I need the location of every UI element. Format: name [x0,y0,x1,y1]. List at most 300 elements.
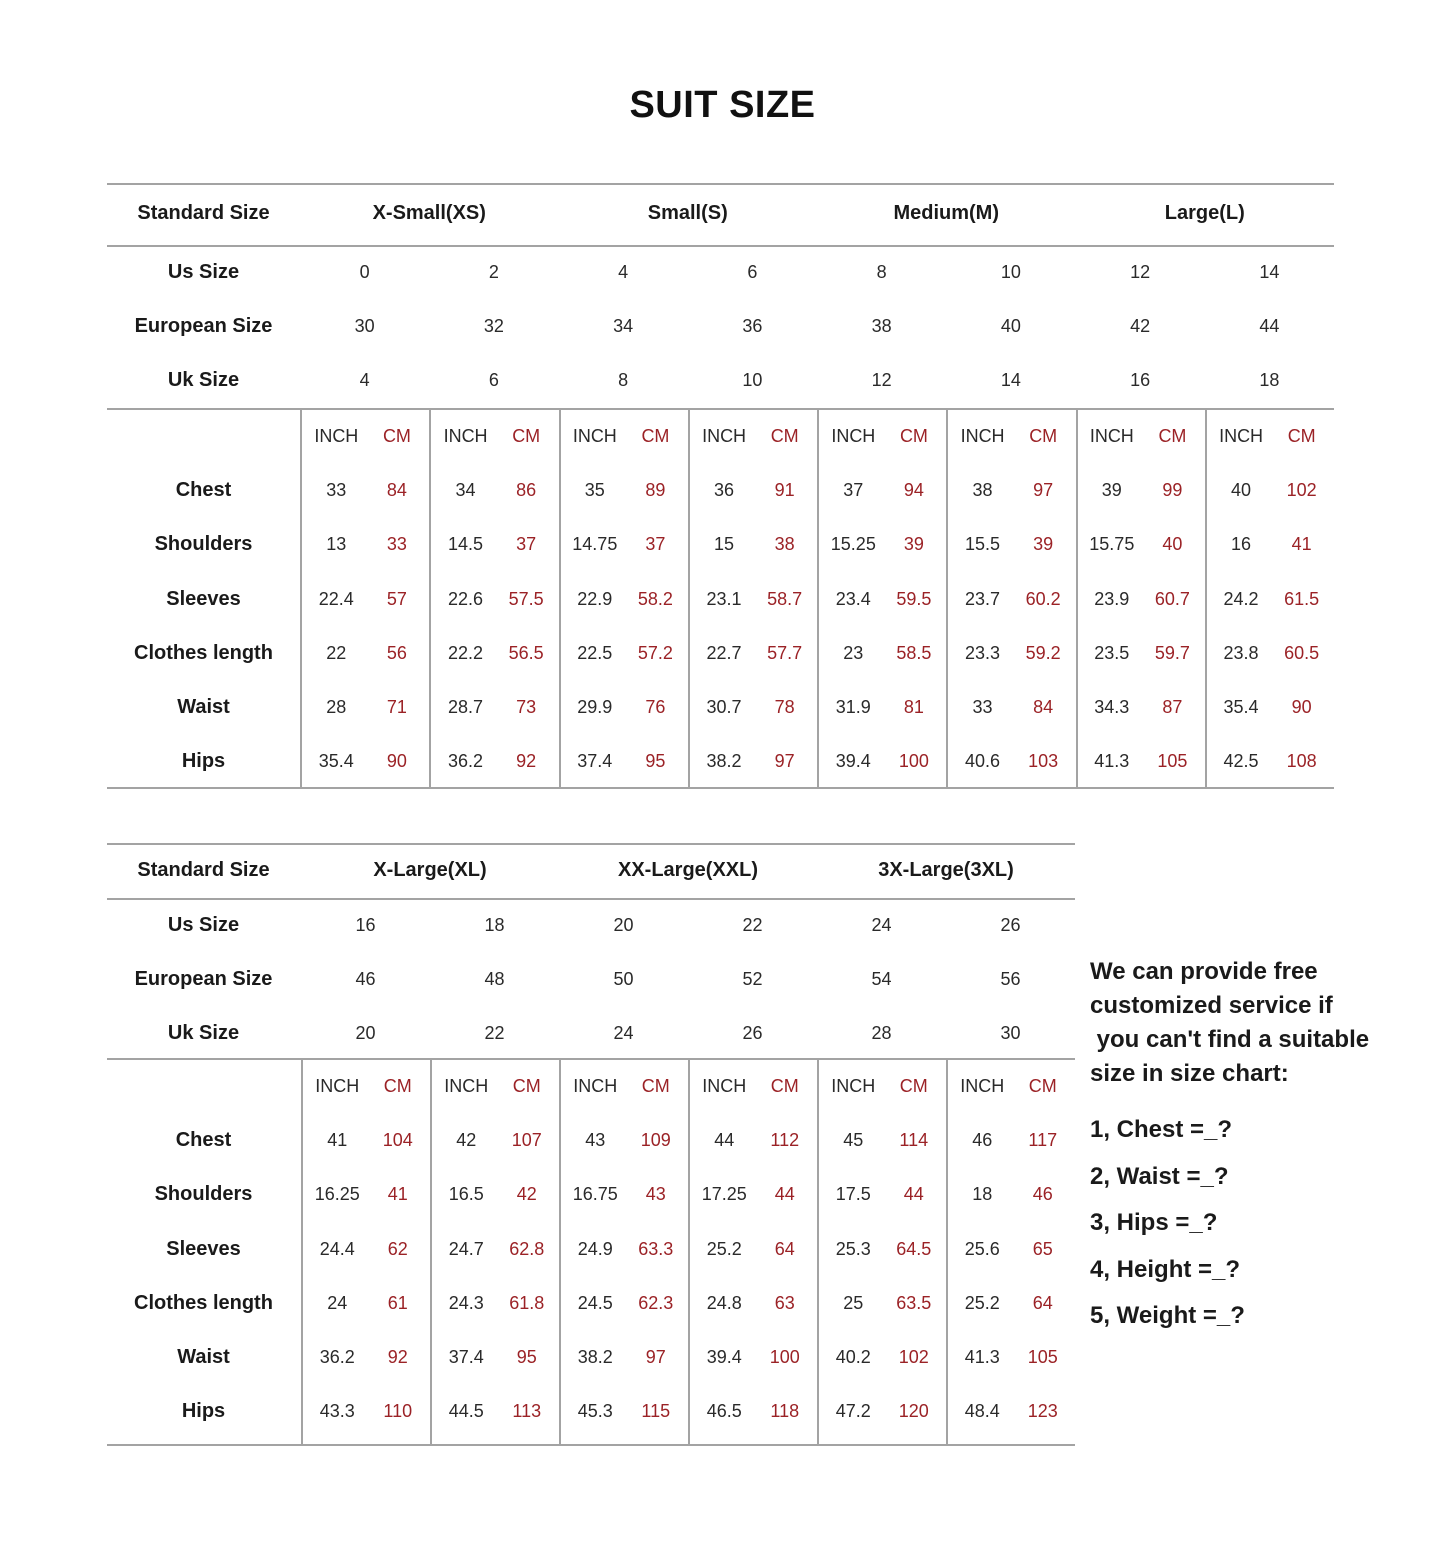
table-rule [107,1444,1075,1446]
request-item: 5, Weight =_? [1090,1302,1245,1329]
measurement-label: Chest [175,479,232,502]
cm-value: 61 [387,1292,408,1313]
cm-value: 63 [774,1292,795,1313]
unit-inch-label: INCH [960,426,1005,446]
size-value: 16 [1130,370,1151,390]
inch-value: 24.5 [577,1292,613,1313]
measurement-label: Hips [181,750,226,773]
measurement-label: Sleeves [166,587,241,610]
cm-value: 86 [516,480,537,501]
cm-value: 105 [1027,1347,1058,1367]
inch-value: 43.3 [319,1401,355,1422]
inch-value: 40.6 [965,751,1001,772]
size-group-header: Large(L) [1164,202,1245,224]
inch-value: 24.4 [319,1238,355,1259]
unit-cm-label: CM [899,426,928,446]
cm-value: 58.5 [896,642,932,663]
inch-value: 16.5 [448,1184,484,1205]
size-value: 22 [484,1023,505,1043]
table-rule [107,245,1334,247]
size-row-label: European Size [134,315,273,337]
size-group-header: XX-Large(XXL) [617,858,759,881]
size-row-label: European Size [134,968,273,990]
inch-value: 31.9 [835,697,871,717]
cm-value: 110 [383,1401,413,1422]
inch-value: 22 [326,642,347,663]
cm-value: 97 [1033,480,1054,501]
column-divider [946,1058,948,1444]
cm-value: 64 [1032,1292,1053,1313]
size-value: 46 [355,969,376,989]
cm-value: 64.5 [896,1238,932,1259]
cm-value: 33 [386,534,407,555]
column-divider [300,408,302,787]
measurement-label: Clothes length [134,641,273,664]
size-value: 30 [354,316,375,336]
table-rule [107,408,1334,410]
inch-value: 22.2 [448,642,484,663]
inch-value: 24.9 [577,1238,613,1259]
size-value: 10 [742,370,763,390]
request-item: 3, Hips =_? [1090,1209,1218,1236]
size-value: 18 [1259,370,1280,390]
size-value: 34 [613,316,634,336]
size-value: 8 [876,262,887,282]
cm-value: 100 [769,1347,800,1367]
table-rule [107,1058,1075,1060]
cm-value: 100 [898,751,929,772]
unit-cm-label: CM [1029,426,1058,446]
size-group-header: X-Small(XS) [372,202,486,224]
note-line: We can provide free [1090,958,1318,985]
inch-value: 25.2 [964,1292,1000,1313]
cm-value: 40 [1162,534,1183,555]
unit-inch-label: INCH [572,426,617,446]
inch-value: 35 [584,480,605,501]
size-value: 2 [488,262,499,282]
column-divider [559,1058,561,1444]
size-value: 8 [618,370,629,390]
inch-value: 41.3 [1094,751,1130,772]
inch-value: 36.2 [448,751,484,772]
cm-value: 41 [1291,534,1312,555]
note-line: customized service if [1090,992,1333,1019]
cm-value: 57.2 [637,642,673,663]
measurement-label: Chest [175,1129,232,1152]
table-rule [107,183,1334,185]
cm-value: 58.2 [637,588,673,609]
cm-value: 57 [386,588,407,609]
inch-value: 37.4 [577,751,613,772]
unit-inch-label: INCH [573,1076,618,1096]
cm-value: 95 [645,751,666,772]
inch-value: 37.4 [448,1347,484,1367]
table-rule [107,787,1334,789]
unit-inch-label: INCH [444,1076,489,1096]
inch-value: 15.75 [1089,534,1135,555]
inch-value: 24 [327,1292,348,1313]
size-value: 20 [613,915,634,935]
inch-value: 38 [972,480,993,501]
inch-value: 17.25 [701,1184,747,1205]
note-line: you can't find a suitable [1090,1026,1370,1053]
cm-value: 62.3 [638,1292,674,1313]
cm-value: 76 [645,697,666,717]
unit-inch-label: INCH [1089,426,1134,446]
measurement-label: Hips [181,1400,226,1423]
inch-value: 25.6 [964,1238,1000,1259]
cm-value: 39 [1033,534,1054,555]
cm-value: 64 [774,1238,795,1259]
unit-cm-label: CM [770,426,799,446]
inch-value: 38.2 [577,1347,613,1367]
size-value: 4 [618,262,629,282]
inch-value: 22.5 [577,642,613,663]
inch-value: 37 [843,480,864,501]
cm-value: 46 [1032,1184,1053,1205]
inch-value: 24.2 [1223,588,1259,609]
inch-value: 41 [327,1130,348,1151]
inch-value: 16.25 [314,1184,360,1205]
measurement-label: Sleeves [166,1237,241,1260]
size-value: 22 [742,915,763,935]
size-group-header: X-Large(XL) [373,858,487,881]
cm-value: 117 [1028,1130,1058,1151]
inch-value: 45 [843,1130,864,1151]
size-value: 18 [484,915,505,935]
inch-value: 41.3 [964,1347,1000,1367]
size-value: 40 [1000,316,1021,336]
column-divider [559,408,561,787]
inch-value: 36.2 [319,1347,355,1367]
unit-cm-label: CM [512,426,541,446]
inch-value: 38.2 [706,751,742,772]
cm-value: 60.5 [1284,642,1320,663]
size-value: 26 [1000,915,1021,935]
cm-value: 115 [641,1401,671,1422]
cm-value: 89 [645,480,666,501]
cm-value: 39 [903,534,924,555]
unit-cm-label: CM [899,1076,928,1096]
size-value: 6 [747,262,758,282]
inch-value: 44.5 [448,1401,484,1422]
unit-cm-label: CM [1287,426,1316,446]
size-value: 32 [483,316,504,336]
cm-value: 37 [516,534,537,555]
cm-value: 71 [386,697,407,717]
inch-value: 15.5 [965,534,1001,555]
size-value: 0 [359,262,370,282]
cm-value: 91 [774,480,795,501]
inch-value: 18 [972,1184,993,1205]
inch-value: 24.7 [448,1238,484,1259]
cm-value: 84 [386,480,407,501]
cm-value: 41 [387,1184,408,1205]
inch-value: 14.5 [448,534,484,555]
size-value: 10 [1000,262,1021,282]
custom-service-note [1090,955,1390,1340]
inch-value: 43 [585,1130,606,1151]
size-value: 16 [355,915,376,935]
cm-value: 90 [1291,697,1312,717]
request-item: 1, Chest =_? [1090,1116,1233,1143]
cm-value: 61.8 [509,1292,545,1313]
inch-value: 28 [326,697,347,717]
inch-value: 22.9 [577,588,613,609]
size-value: 14 [1259,262,1280,282]
cm-value: 63.3 [638,1238,674,1259]
cm-value: 123 [1027,1401,1058,1422]
measurement-label: Clothes length [134,1291,273,1314]
cm-value: 78 [774,697,795,717]
cm-value: 102 [898,1347,929,1367]
cm-value: 105 [1157,751,1188,772]
inch-value: 33 [326,480,347,501]
inch-value: 22.4 [318,588,354,609]
cm-value: 57.7 [767,642,803,663]
cm-value: 107 [511,1130,542,1151]
size-value: 24 [613,1023,634,1043]
inch-value: 13 [326,534,347,555]
unit-inch-label: INCH [702,426,747,446]
cm-value: 97 [645,1347,666,1367]
cm-value: 59.5 [896,588,932,609]
inch-value: 24.3 [448,1292,484,1313]
size-value: 12 [871,370,892,390]
unit-inch-label: INCH [315,1076,360,1096]
size-value: 50 [613,969,634,989]
cm-value: 103 [1028,751,1059,772]
size-row-label: Uk Size [167,1022,240,1044]
size-value: 12 [1130,262,1151,282]
inch-value: 25.2 [706,1238,742,1259]
inch-value: 23.7 [965,588,1001,609]
cm-value: 95 [516,1347,537,1367]
column-divider [688,1058,690,1444]
inch-value: 23.5 [1094,642,1130,663]
size-value: 54 [871,969,892,989]
size-value: 48 [484,969,505,989]
unit-cm-label: CM [770,1076,799,1096]
inch-value: 34.3 [1094,697,1130,717]
size-value: 6 [488,370,499,390]
inch-value: 22.6 [448,588,484,609]
inch-value: 44 [714,1130,735,1151]
size-table-2 [107,843,1075,1446]
unit-cm-label: CM [383,1076,412,1096]
inch-value: 42.5 [1223,751,1259,772]
cm-value: 57.5 [508,588,544,609]
inch-value: 34 [455,480,476,501]
cm-value: 73 [516,697,537,717]
cm-value: 44 [903,1184,924,1205]
inch-value: 24.8 [706,1292,742,1313]
unit-inch-label: INCH [831,426,876,446]
inch-value: 47.2 [835,1401,871,1422]
cm-value: 60.2 [1025,588,1061,609]
column-divider [429,408,431,787]
inch-value: 45.3 [577,1401,613,1422]
size-row-label: Uk Size [167,369,240,391]
inch-value: 39 [1101,480,1122,501]
cm-value: 84 [1033,697,1054,717]
unit-cm-label: CM [1028,1076,1057,1096]
inch-value: 35.4 [318,751,354,772]
inch-value: 39.4 [835,751,871,772]
inch-value: 40.2 [835,1347,871,1367]
cm-value: 62 [387,1238,408,1259]
inch-value: 30.7 [706,697,742,717]
inch-value: 22.7 [706,642,742,663]
cm-value: 90 [386,751,407,772]
cm-value: 59.2 [1025,642,1061,663]
unit-inch-label: INCH [960,1076,1005,1096]
inch-value: 17.5 [835,1184,871,1205]
inch-value: 23.1 [706,588,742,609]
measurement-label: Shoulders [154,533,253,556]
inch-value: 39.4 [706,1347,742,1367]
unit-cm-label: CM [512,1076,541,1096]
size-table-1 [107,183,1334,789]
cm-value: 59.7 [1154,642,1190,663]
cm-value: 92 [387,1347,408,1367]
inch-value: 42 [456,1130,477,1151]
cm-value: 92 [516,751,537,772]
inch-value: 48.4 [964,1401,1000,1422]
standard-size-label: Standard Size [137,202,270,224]
cm-value: 58.7 [767,588,803,609]
unit-inch-label: INCH [443,426,488,446]
inch-value: 36 [714,480,735,501]
size-row-label: Us Size [167,261,240,283]
note-line: size in size chart: [1090,1060,1289,1087]
cm-value: 108 [1286,751,1317,772]
column-divider [1076,408,1078,787]
inch-value: 46 [972,1130,993,1151]
measurement-label: Waist [177,1346,230,1368]
size-group-header: 3X-Large(3XL) [878,858,1014,881]
measurement-label: Shoulders [154,1183,253,1206]
cm-value: 99 [1162,480,1183,501]
size-row-label: Us Size [167,914,240,936]
cm-value: 38 [774,534,795,555]
unit-cm-label: CM [641,426,670,446]
unit-inch-label: INCH [314,426,359,446]
unit-inch-label: INCH [1219,426,1264,446]
column-divider [946,408,948,787]
cm-value: 56 [386,642,407,663]
cm-value: 60.7 [1154,588,1190,609]
cm-value: 102 [1286,480,1317,501]
cm-value: 37 [645,534,666,555]
cm-value: 114 [899,1130,929,1151]
cm-value: 120 [898,1401,929,1422]
column-divider [1205,408,1207,787]
cm-value: 94 [903,480,924,501]
inch-value: 15 [714,534,735,555]
inch-value: 46.5 [706,1401,742,1422]
column-divider [430,1058,432,1444]
cm-value: 61.5 [1284,588,1320,609]
cm-value: 112 [770,1130,800,1151]
inch-value: 14.75 [572,534,618,555]
cm-value: 113 [512,1401,542,1422]
inch-value: 23 [843,642,864,663]
size-value: 26 [742,1023,763,1043]
column-divider [688,408,690,787]
unit-cm-label: CM [641,1076,670,1096]
size-value: 36 [742,316,763,336]
size-value: 24 [871,915,892,935]
size-value: 38 [871,316,892,336]
unit-cm-label: CM [1158,426,1187,446]
size-value: 14 [1000,370,1021,390]
table-rule [107,898,1075,900]
inch-value: 40 [1231,480,1252,501]
cm-value: 81 [903,697,924,717]
column-divider [817,408,819,787]
request-item: 2, Waist =_? [1090,1162,1229,1190]
cm-value: 118 [770,1401,800,1422]
inch-value: 16.75 [572,1184,618,1205]
cm-value: 43 [645,1184,666,1205]
page-title: SUIT SIZE [629,84,816,126]
cm-value: 109 [640,1130,671,1151]
cm-value: 97 [774,751,795,772]
unit-inch-label: INCH [702,1076,747,1096]
inch-value: 15.25 [830,534,876,555]
inch-value: 25 [843,1292,864,1313]
size-value: 56 [1000,969,1021,989]
inch-value: 28.7 [448,697,484,717]
size-value: 28 [871,1023,892,1043]
table-rule [107,843,1075,845]
unit-cm-label: CM [382,426,411,446]
standard-size-label: Standard Size [137,858,270,881]
cm-value: 56.5 [508,642,544,663]
inch-value: 23.8 [1223,642,1259,663]
size-value: 44 [1259,316,1280,336]
inch-value: 33 [972,697,993,717]
size-value: 4 [359,370,370,390]
cm-value: 42 [516,1184,537,1205]
column-divider [301,1058,303,1444]
column-divider [817,1058,819,1444]
cm-value: 104 [382,1130,413,1151]
size-value: 30 [1000,1023,1021,1043]
inch-value: 25.3 [835,1238,871,1259]
size-value: 20 [355,1023,376,1043]
cm-value: 63.5 [896,1292,932,1313]
inch-value: 23.3 [965,642,1001,663]
cm-value: 65 [1032,1238,1053,1259]
request-item: 4, Height =_? [1090,1255,1241,1283]
size-group-header: Medium(M) [893,202,1000,224]
measurement-request-list [1090,1107,1390,1340]
size-group-header: Small(S) [647,202,728,224]
inch-value: 16 [1231,534,1252,555]
inch-value: 29.9 [577,697,613,717]
measurement-label: Waist [177,696,230,718]
cm-value: 62.8 [509,1238,545,1259]
inch-value: 35.4 [1223,697,1259,717]
size-value: 42 [1130,316,1151,336]
unit-inch-label: INCH [831,1076,876,1096]
cm-value: 87 [1162,697,1183,717]
size-value: 52 [742,969,763,989]
cm-value: 44 [774,1184,795,1205]
inch-value: 23.9 [1094,588,1130,609]
